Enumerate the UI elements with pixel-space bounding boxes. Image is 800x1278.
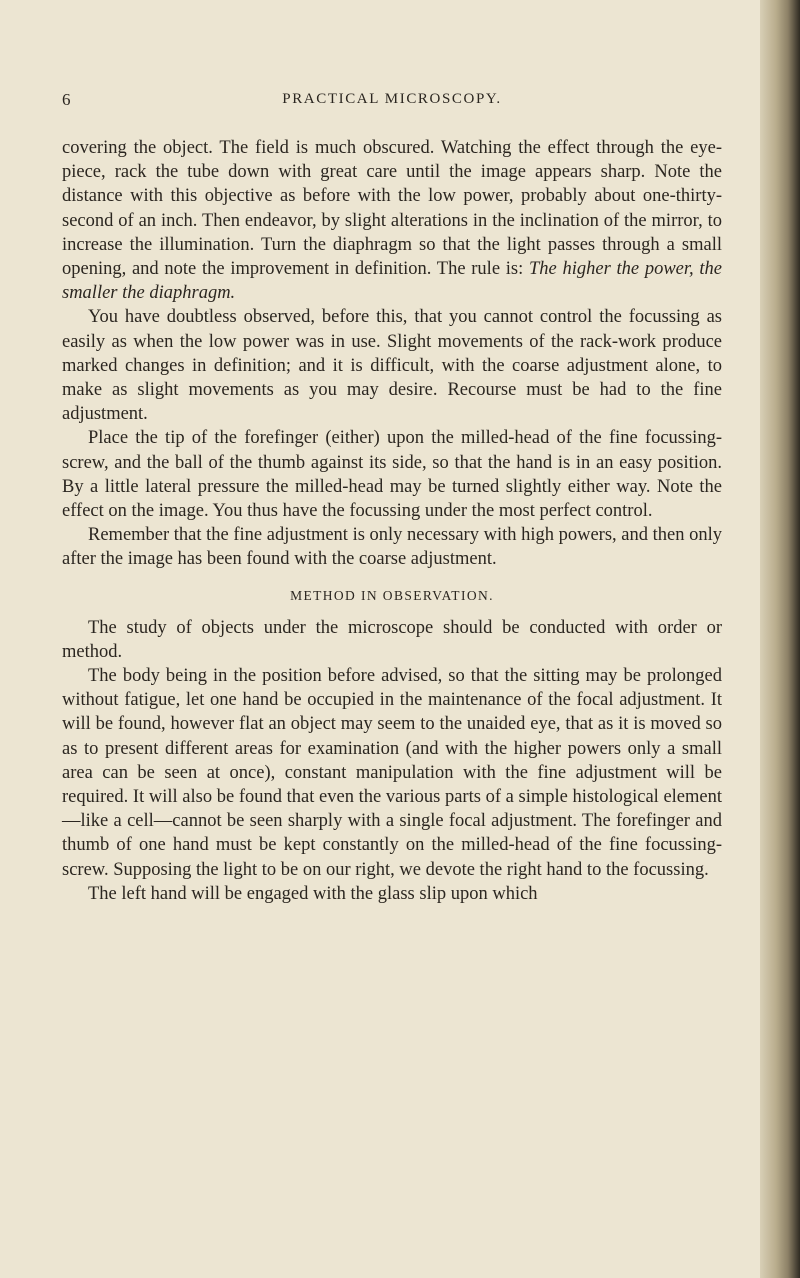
paragraph-1-text: covering the object. The field is much obscured. Watching the effect through the eye-piece, rack the tube down with great care until the image appears sharp. Note the distance with this objective as before with the low power, probably about one-thirty-second of an inch. Then endeavor, by slight alterations in the inclination of the mirror, to increase the illumination. Turn the diaphragm so that the light passes through a small opening, and note the improvement in definition. The rule is:: [62, 138, 722, 280]
body-text: [62, 136, 722, 906]
page-header: [62, 90, 722, 116]
paragraph-5: The study of objects under the microscope should be conducted with order or method.: [62, 617, 722, 662]
running-head: PRACTICAL MICROSCOPY.: [282, 91, 502, 107]
section-heading: METHOD IN OBSERVATION.: [290, 587, 494, 603]
paragraph-6: The body being in the position before advised, so that the sitting may be prolonged without fatigue, let one hand be occupied in the maintenance of the focal adjustment. It will be found, however flat an object may seem to the unaided eye, that as it is moved so as to present different areas for examination (and with the higher powers only a small area can be seen at once), constant manipulation with the fine adjustment will be required. It will also be found that even the various parts of a simple histological element—like a cell—cannot be seen sharply with a single focal adjustment. The forefinger and thumb of one hand must be kept constantly on the milled-head of the fine focussing-screw. Supposing the light to be on our right, we devote the right hand to the focussing.: [62, 666, 722, 880]
paragraph-1-rule: The higher the power, the smaller the diaphragm.: [62, 259, 722, 304]
page-number: 6: [62, 90, 71, 109]
page-edge-shadow: [760, 0, 800, 1278]
paragraph-7: The left hand will be engaged with the glass slip upon which: [88, 883, 538, 904]
paragraph-3: Place the tip of the forefinger (either) upon the milled-head of the fine focussing-screw, and the ball of the thumb against its side, so that the hand is in an easy position. By a little lateral pressure the milled-head may be turned slightly either way. Note the effect on the image. You thus have the focussing under the most perfect control.: [62, 428, 722, 522]
paragraph-1: [62, 136, 722, 305]
paragraph-2: You have doubtless observed, before this, that you cannot control the focussing as easily as when the low power was in use. Slight movements of the rack-work produce marked changes in definition; and it is difficult, with the coarse adjustment alone, to make as slight movements as you may desire. Recourse must be had to the fine adjustment.: [62, 307, 722, 425]
paragraph-4: Remember that the fine adjustment is only necessary with high powers, and then only after the image has been found with the coarse adjustment.: [62, 525, 722, 570]
